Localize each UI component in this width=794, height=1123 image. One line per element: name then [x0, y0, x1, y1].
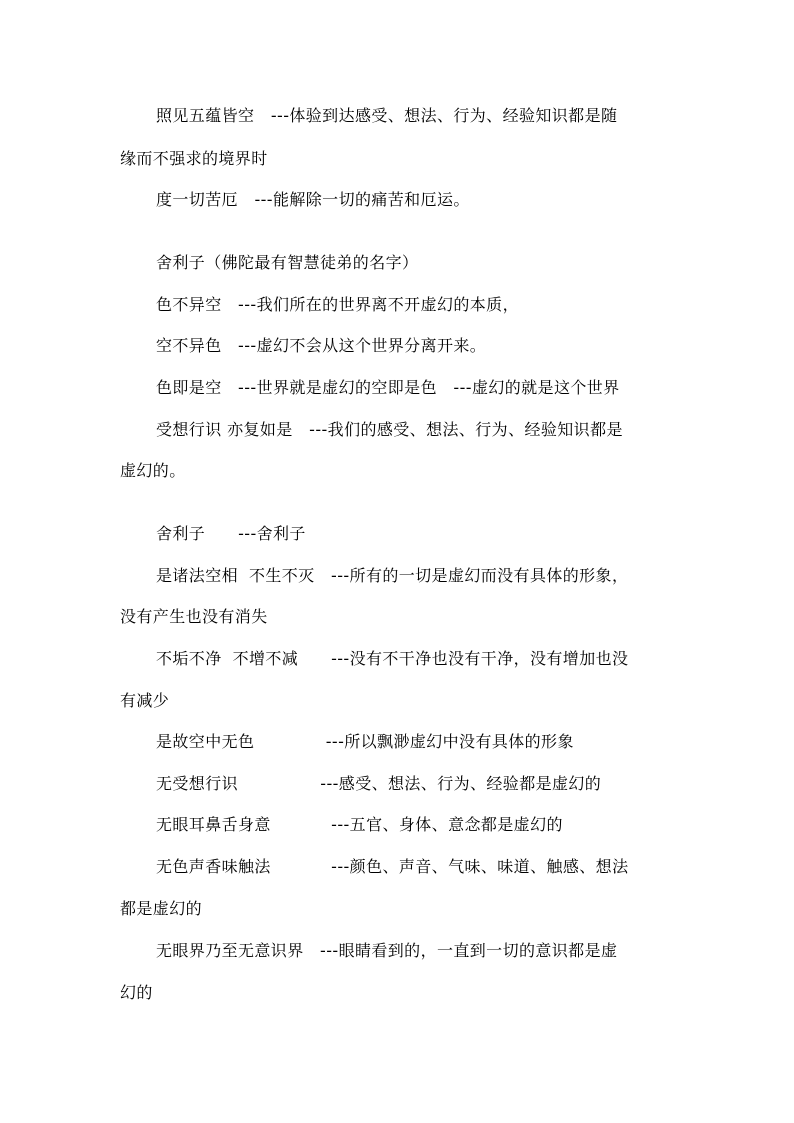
- text-line-10: 舍利子 ---舍利子: [156, 524, 306, 543]
- text-line-11: 是诸法空相 不生不灭 ---所有的一切是虚幻而没有具体的形象，: [156, 566, 629, 585]
- text-line-6: 空不异色 ---虚幻不会从这个世界分离开来。: [156, 336, 487, 355]
- text-line-15: 是故空中无色 ---所以飘渺虚幻中没有具体的形象: [156, 732, 574, 751]
- text-line-7: 色即是空 ---世界就是虚幻的空即是色 ---虚幻的就是这个世界: [156, 378, 620, 397]
- text-line-2: 缘而不强求的境界时: [120, 149, 268, 168]
- text-line-8: 受想行识 亦复如是 ---我们的感受、想法、行为、经验知识都是: [156, 420, 623, 439]
- text-line-21: 幻的: [120, 983, 153, 1002]
- text-line-20: 无眼界乃至无意识界 ---眼睛看到的，一直到一切的意识都是虚: [156, 941, 618, 960]
- text-line-1: 照见五蕴皆空 ---体验到达感受、想法、行为、经验知识都是随: [156, 106, 618, 125]
- text-line-3: 度一切苦厄 ---能解除一切的痛苦和厄运。: [156, 190, 470, 209]
- text-line-5: 色不异空 ---我们所在的世界离不开虚幻的本质，: [156, 295, 519, 314]
- text-line-14: 有减少: [120, 691, 170, 710]
- text-line-19: 都是虚幻的: [120, 899, 203, 918]
- text-line-16: 无受想行识 ---感受、想法、行为、经验都是虚幻的: [156, 774, 602, 793]
- text-line-4: 舍利子（佛陀最有智慧徒弟的名字）: [156, 253, 419, 272]
- text-line-17: 无眼耳鼻舌身意 ---五官、身体、意念都是虚幻的: [156, 815, 563, 834]
- text-line-18: 无色声香味触法 ---颜色、声音、气味、味道、触感、想法: [156, 857, 629, 876]
- text-line-12: 没有产生也没有消失: [120, 607, 268, 626]
- text-line-13: 不垢不净 不增不减 ---没有不干净也没有干净，没有增加也没: [156, 649, 629, 668]
- text-line-9: 虚幻的。: [120, 461, 186, 480]
